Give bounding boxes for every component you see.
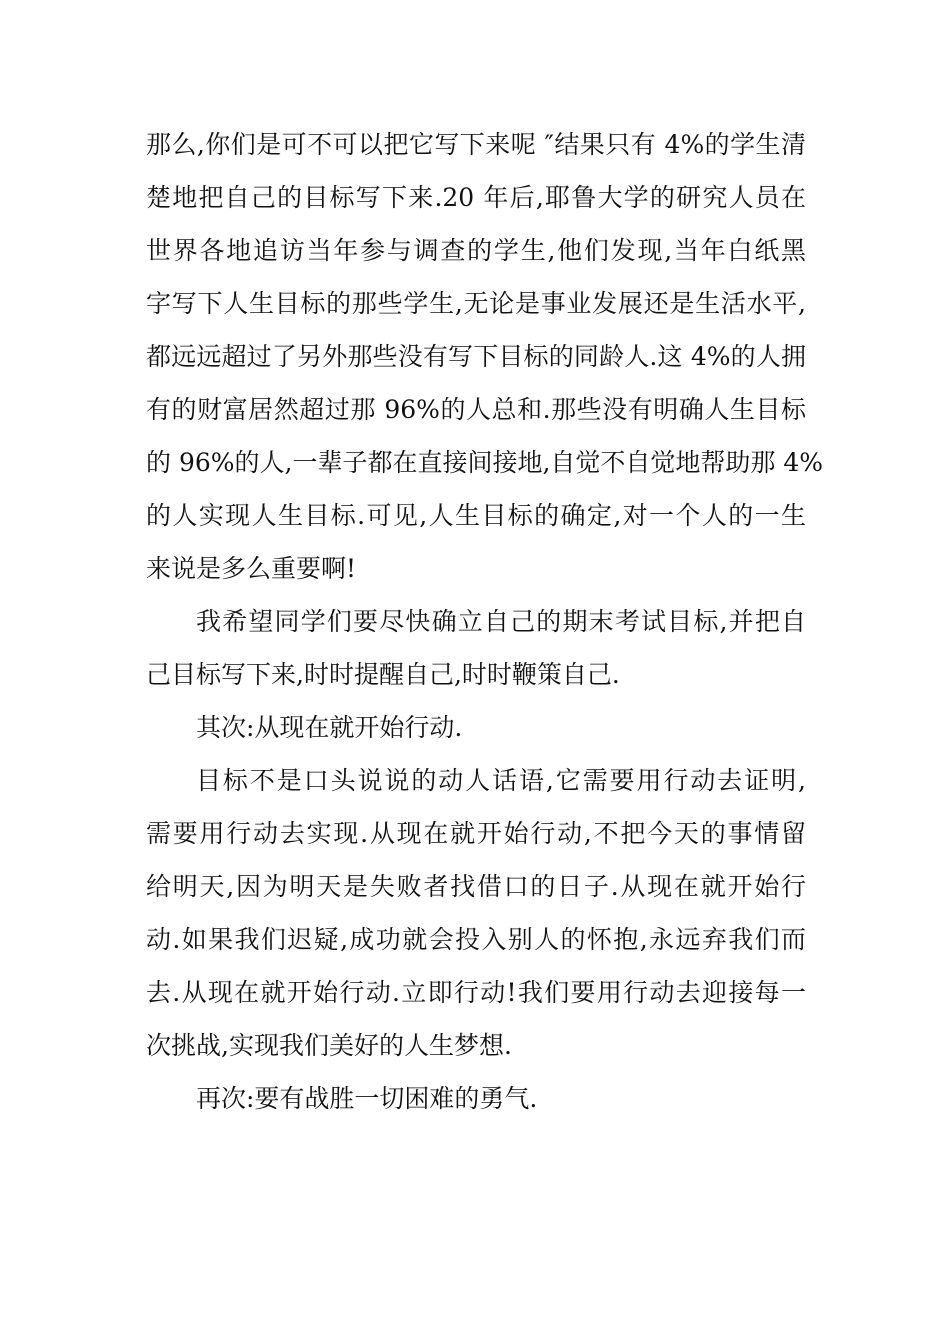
text-line: 的人实现人生目标.可见,人生目标的确定,对一个人的一生 xyxy=(146,501,806,530)
text-line: 我希望同学们要尽快确立自己的期末考试目标,并把自 xyxy=(196,607,806,636)
text-line: 动.如果我们迟疑,成功就会投入别人的怀抱,永远弃我们而 xyxy=(146,925,806,954)
text-line: 世界各地追访当年参与调查的学生,他们发现,当年白纸黑 xyxy=(146,236,806,265)
paragraph-1 xyxy=(146,118,824,595)
paragraph-2 xyxy=(146,595,806,701)
text-line: 的 96%的人,一辈子都在直接间接地,自觉不自觉地帮助那 4% xyxy=(146,448,824,477)
paragraph-3-heading xyxy=(146,701,806,754)
text-line: 需要用行动去实现.从现在就开始行动,不把今天的事情留 xyxy=(146,819,806,848)
text-line: 其次:从现在就开始行动. xyxy=(196,713,463,742)
text-line: 有的财富居然超过那 96%的人总和.那些没有明确人生目标 xyxy=(146,395,806,424)
text-line: 来说是多么重要啊! xyxy=(146,554,357,583)
text-line: 楚地把自己的目标写下来.20 年后,耶鲁大学的研究人员在 xyxy=(146,183,806,212)
text-line: 去.从现在就开始行动.立即行动!我们要用行动去迎接每一 xyxy=(146,978,806,1007)
text-line: 那么,你们是可不可以把它写下来呢 ″结果只有 4%的学生清 xyxy=(146,130,806,159)
text-line: 己目标写下来,时时提醒自己,时时鞭策自己. xyxy=(146,660,620,689)
paragraph-5-heading xyxy=(146,1072,806,1125)
text-line: 再次:要有战胜一切困难的勇气. xyxy=(196,1084,538,1113)
text-line: 都远远超过了另外那些没有写下目标的同龄人.这 4%的人拥 xyxy=(146,342,806,371)
text-line: 字写下人生目标的那些学生,无论是事业发展还是生活水平, xyxy=(146,289,806,318)
text-line: 给明天,因为明天是失败者找借口的日子.从现在就开始行 xyxy=(146,872,806,901)
paragraph-4 xyxy=(146,754,806,1072)
document-body xyxy=(146,118,824,1125)
text-line: 目标不是口头说说的动人话语,它需要用行动去证明, xyxy=(196,766,806,795)
text-line: 次挑战,实现我们美好的人生梦想. xyxy=(146,1031,512,1060)
